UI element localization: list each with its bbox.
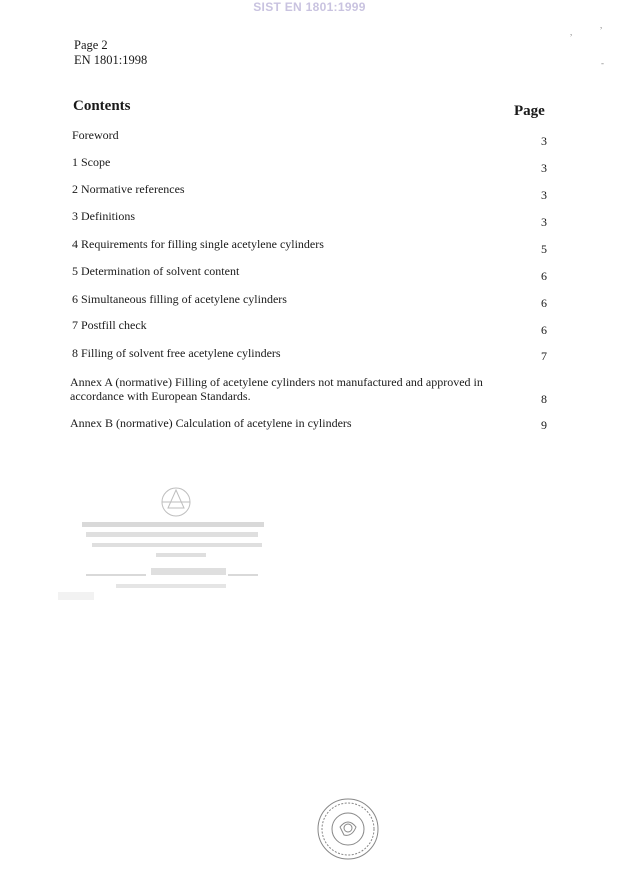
toc-entry-title: Annex A (normative) Filling of acetylene cylinders not manufactured and approved in accordance with European Standards.: [70, 375, 483, 403]
toc-entry-page: 6: [541, 269, 547, 283]
page-header: [74, 38, 147, 68]
contents-title: Contents: [73, 98, 131, 114]
toc-entry-page: 3: [541, 134, 547, 148]
page-column-heading: Page: [514, 103, 545, 119]
toc-entry-page: 3: [541, 215, 547, 229]
toc-entry-title: Annex B (normative) Calculation of acetylene in cylinders: [70, 416, 352, 430]
toc-entry-title: 8 Filling of solvent free acetylene cylinders: [72, 346, 281, 360]
official-stamp-icon: [56, 482, 276, 612]
toc-entry-title: 5 Determination of solvent content: [72, 264, 240, 278]
toc-entry-page: 9: [541, 418, 547, 432]
page-number: Page 2: [74, 38, 108, 52]
scan-speck: ,: [570, 27, 573, 37]
toc-entry-title: 4 Requirements for filling single acetylene cylinders: [72, 237, 324, 251]
toc-entry-title: 1 Scope: [72, 155, 111, 169]
scan-speck: -: [601, 58, 604, 68]
toc-entry-page: 3: [541, 188, 547, 202]
toc-entry-page: 7: [541, 349, 547, 363]
toc-entry-title: 6 Simultaneous filling of acetylene cylinders: [72, 292, 287, 306]
scan-speck: ,: [600, 20, 603, 30]
watermark: SIST EN 1801:1999: [253, 0, 366, 14]
toc-entry-title: 7 Postfill check: [72, 318, 147, 332]
toc-entry-title: 3 Definitions: [72, 209, 135, 223]
toc-entry-page: 6: [541, 323, 547, 337]
standard-number: EN 1801:1998: [74, 53, 148, 67]
toc-entry-page: 3: [541, 161, 547, 175]
toc-entry-page: 8: [541, 392, 547, 406]
toc-entry-page: 6: [541, 296, 547, 310]
toc-entry-title: Foreword: [72, 128, 119, 142]
toc-entry-page: 5: [541, 242, 547, 256]
round-seal-icon: [316, 797, 380, 861]
toc-entry-title: 2 Normative references: [72, 182, 185, 196]
